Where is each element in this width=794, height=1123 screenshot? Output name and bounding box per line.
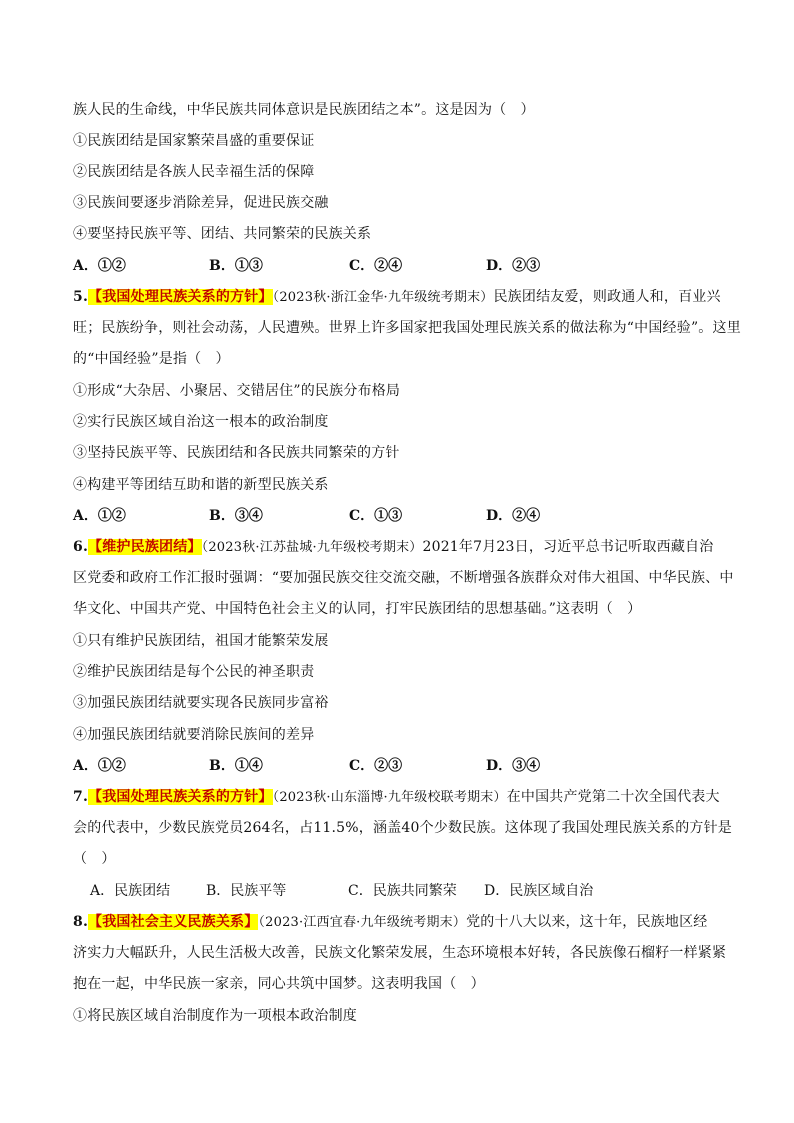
- q6-stem-line-3: 华文化、中国共产党、中国特色社会主义的认同，打牢民族团结的思想基础。”这表明（ ）: [73, 601, 642, 617]
- q6-number: 6.: [73, 539, 89, 555]
- q5-item-3: ③坚持民族平等、民族团结和各民族共同繁荣的方针: [73, 445, 400, 461]
- q8-item-1: ①将民族区域自治制度作为一项根本政治制度: [73, 1008, 357, 1024]
- q6-topic-tag: 【维护民族团结】: [88, 539, 202, 555]
- q4-item-3: ③民族间要逐步消除差异，促进民族交融: [73, 195, 329, 211]
- q4-item-2: ②民族团结是各族人民幸福生活的保障: [73, 164, 315, 180]
- q6-stem-line-1: [73, 537, 733, 557]
- q7-stem-line-1: [73, 787, 733, 807]
- q5-topic-tag: 【我国处理民族关系的方针】: [88, 289, 273, 305]
- q7-topic-tag: 【我国处理民族关系的方针】: [88, 789, 273, 805]
- q6-item-4: ④加强民族团结就要消除民族间的差异: [73, 727, 315, 743]
- q5-stem-line-3: 的“中国经验”是指（ ）: [73, 351, 230, 367]
- q6-option-a: A．①②: [73, 758, 126, 774]
- q7-source: （2023秋·山东淄博·九年级校联考期末）: [272, 790, 507, 805]
- q5-option-d: D．②④: [486, 508, 541, 524]
- q7-stem-line-2: 会的代表中，少数民族党员264名，占11.5%，涵盖40个少数民族。这体现了我国处理民族关系的方针是: [73, 820, 733, 836]
- q8-stem-line-3: 抱在一起，中华民族一家亲，同心共筑中国梦。这表明我国（ ）: [73, 976, 485, 992]
- q4-option-d: D．②③: [486, 258, 541, 274]
- q7-option-c: C．民族共同繁荣: [348, 883, 457, 899]
- q5-option-a: A．①②: [73, 508, 126, 524]
- q4-item-4: ④要坚持民族平等、团结、共同繁荣的民族关系: [73, 226, 372, 242]
- q5-source: （2023秋·浙江金华·九年级统考期末）: [272, 290, 494, 305]
- q5-stem-line-2: 旺；民族纷争，则社会动荡，人民遭殃。世界上许多国家把我国处理民族关系的做法称为“中国经验”。这里: [73, 320, 741, 336]
- q5-stem-text-1: 民族团结友爱，则政通人和，百业兴: [493, 289, 721, 305]
- q6-source: （2023秋·江苏盐城·九年级校考期末）: [201, 540, 423, 555]
- q5-option-c: C．①③: [349, 508, 403, 524]
- q6-item-2: ②维护民族团结是每个公民的神圣职责: [73, 664, 315, 680]
- q8-stem-line-2: 济实力大幅跃升，人民生活极大改善，民族文化繁荣发展，生态环境根本好转，各民族像石榴籽一样紧紧: [73, 945, 727, 961]
- q7-number: 7.: [73, 789, 89, 805]
- q8-number: 8.: [73, 914, 89, 930]
- q6-item-1: ①只有维护民族团结，祖国才能繁荣发展: [73, 633, 329, 649]
- q4-option-a: A．①②: [73, 258, 126, 274]
- q4-option-c: C．②④: [349, 258, 403, 274]
- q8-stem-text-1: 党的十八大以来，这十年，民族地区经: [466, 914, 708, 930]
- q4-item-1: ①民族团结是国家繁荣昌盛的重要保证: [73, 133, 315, 149]
- q6-option-c: C．②③: [349, 758, 403, 774]
- q6-item-3: ③加强民族团结就要实现各民族同步富裕: [73, 695, 329, 711]
- q5-option-b: B．③④: [209, 508, 263, 524]
- q5-item-1: ①形成“大杂居、小聚居、交错居住”的民族分布格局: [73, 383, 401, 399]
- q6-option-b: B．①④: [209, 758, 263, 774]
- q4-option-b: B．①③: [209, 258, 263, 274]
- q6-option-d: D．③④: [486, 758, 541, 774]
- q5-item-4: ④构建平等团结互助和谐的新型民族关系: [73, 477, 329, 493]
- q7-option-a: A．民族团结: [90, 883, 171, 899]
- q5-stem-line-1: [73, 287, 733, 307]
- q4-stem: 族人民的生命线，中华民族共同体意识是民族团结之本”。这是因为（ ）: [73, 102, 535, 118]
- q7-stem-line-3: （ ）: [73, 851, 116, 867]
- q6-stem-line-2: 区党委和政府工作汇报时强调：“要加强民族交往交流交融，不断增强各族群众对伟大祖国、中华民族、中: [73, 570, 734, 586]
- q7-option-b: B．民族平等: [206, 883, 287, 899]
- q7-stem-text-1: 在中国共产党第二十次全国代表大: [506, 789, 720, 805]
- q8-stem-line-1: [73, 912, 733, 932]
- q7-option-d: D．民族区域自治: [484, 883, 594, 899]
- q8-topic-tag: 【我国社会主义民族关系】: [88, 914, 259, 930]
- q8-source: （2023·江西宜春·九年级统考期末）: [258, 915, 467, 930]
- q6-stem-text-1: 2021年7月23日，习近平总书记听取西藏自治: [422, 539, 714, 555]
- q5-number: 5.: [73, 289, 89, 305]
- q5-item-2: ②实行民族区域自治这一根本的政治制度: [73, 414, 329, 430]
